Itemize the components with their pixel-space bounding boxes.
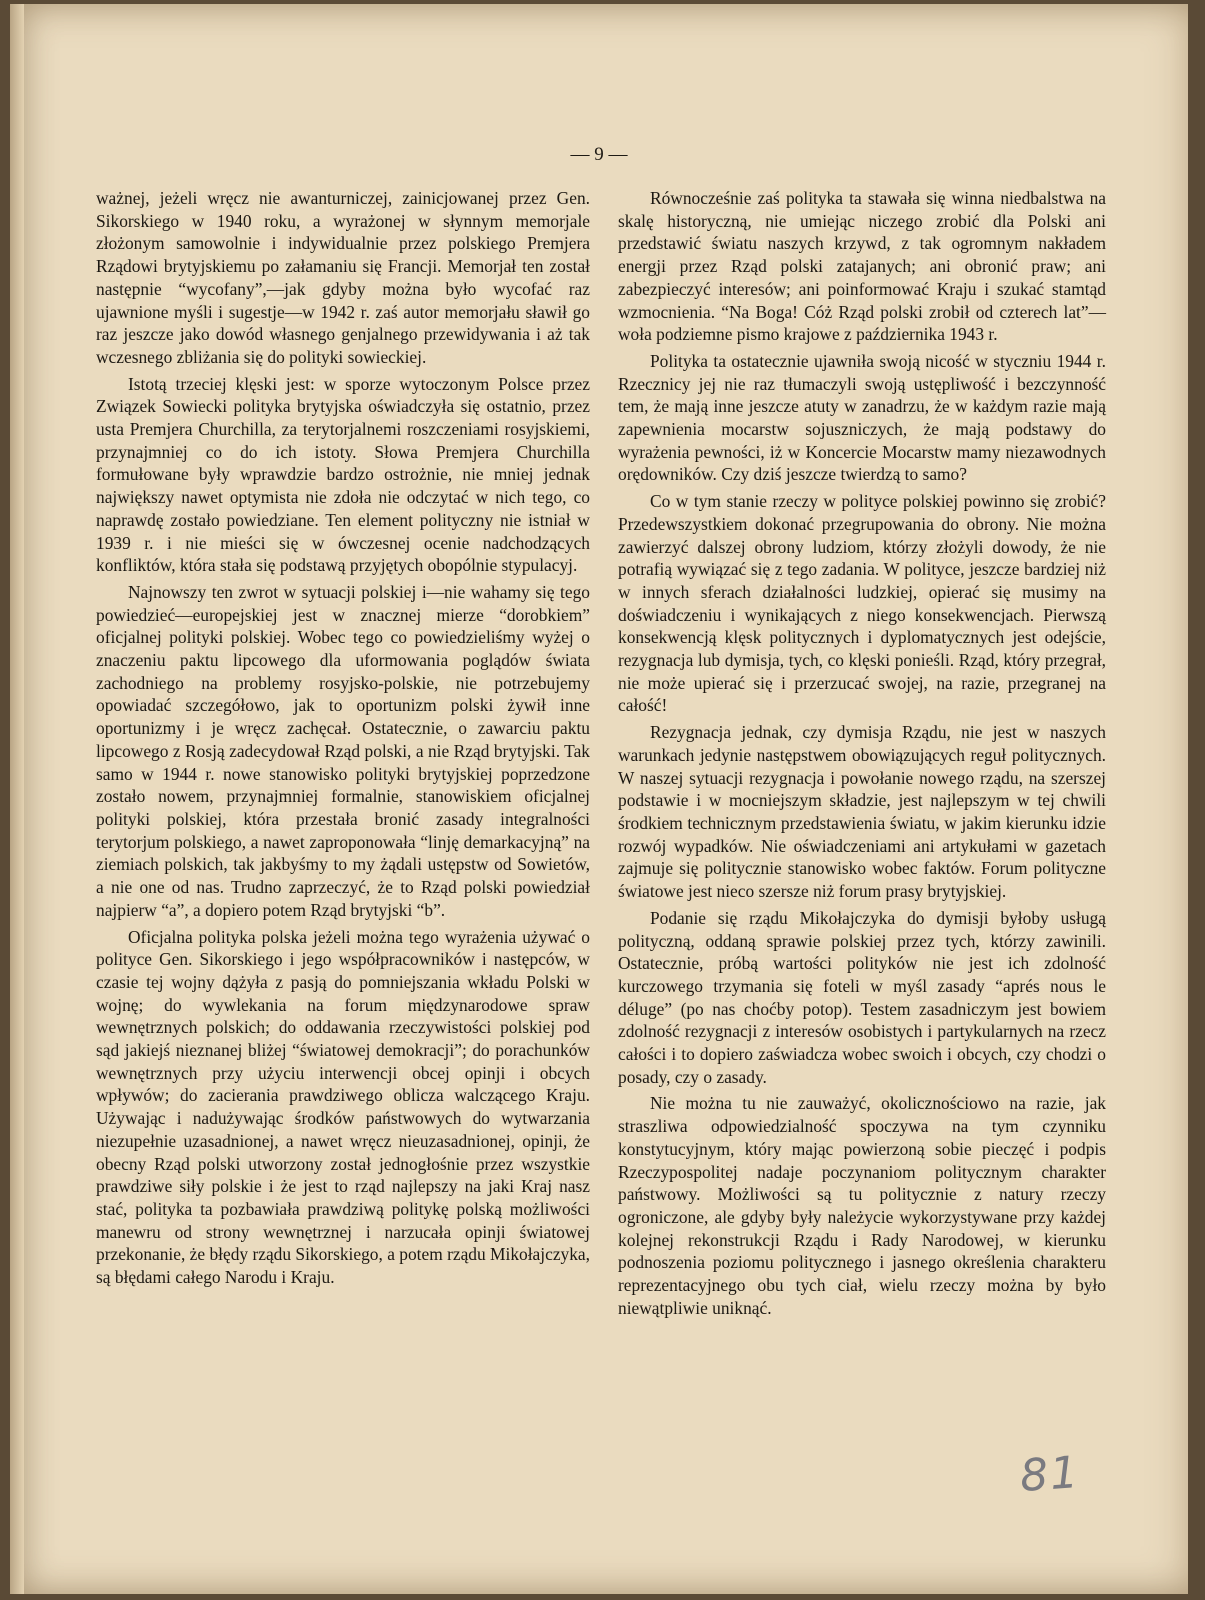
paragraph: Rezygnacja jednak, czy dymisja Rządu, nie jest w naszych warunkach jedynie następstwem obowiązujących reguł politycznych. W naszej sytuacji rezygnacja i powołanie nowego rządu, na szerszej podstawie i w mocniejszym składzie, jest najlepszym w tej chwili środkiem technicznym przedstawienia światu, w jakim kierunku idzie rozwój wypadków. Nie oświadczeniami ani artykułami w gazetach zajmuje się politycznie stanowisko wobec faktów. Forum polityczne światowe jest nieco szersze niż forum prasy brytyjskiej. — [618, 722, 1106, 902]
paragraph: Równocześnie zaś polityka ta stawała się winna niedbalstwa na skalę historyczną, nie umiejąc niczego zrobić dla Polski ani przedstawić światu naszych krzywd, z tak ogromnym nakładem energji przez Rząd polski zatajanych; ani obronić praw; ani zabezpieczyć interesów; ani poinformować Kraju i szukać stamtąd wzmocnienia. “Na Boga! Cóż Rząd polski zrobił od czterech lat”—woła podziemne pismo krajowe z października 1943 r. — [618, 188, 1106, 345]
paragraph: Najnowszy ten zwrot w sytuacji polskiej i—nie wahamy się tego powiedzieć—europejskiej jest w znacznej mierze “dorobkiem” oficjalnej polityki polskiej. Wobec tego co powiedzieliśmy wyżej o znaczeniu paktu lipcowego dla uformowania poglądów świata zachodniego na problemy rosyjsko-polskie, nie potrzebujemy opowiadać szczegółowo, jak to oportunizm polski żywił inne oportunizmy i je wręcz zachęcał. Ostatecznie, o zawarciu paktu lipcowego z Rosją zadecydował Rząd polski, a nie Rząd brytyjski. Tak samo w 1944 r. nowe stanowisko polityki brytyjskiej poprzedzone zostało nowem, przynajmniej formalnie, stanowiskiem oficjalnej polityki polskiej, która przestała bronić zasady integralności terytorjum polskiego, a nawet zaproponowała “linję demarkacyjną” na ziemiach polskich, tak jakbyśmy to my żądali ustępstw od Sowietów, a nie one od nas. Trudno zaprzeczyć, że to Rząd polski powiedział najpierw “a”, a dopiero potem Rząd brytyjski “b”. — [96, 581, 590, 920]
paragraph: Oficjalna polityka polska jeżeli można tego wyrażenia używać o polityce Gen. Sikorskiego i jego współpracowników i następców, w czasie tej wojny dążyła z pasją do pomniejszania wkładu Polski w wojnę; do wywlekania na forum międzynarodowe spraw wewnętrznych polskich; do oddawania rzeczywistości polskiej pod sąd jakiejś nieznanej bliżej “światowej demokracji”; do porachunków wewnętrznych przy użyciu interwencji obcej opinji i obcych wpływów; do zacierania prawdziwego oblicza walczącego Kraju. Używając i nadużywając środków państwowych do wytwarzania niezupełnie uzasadnionej, a nawet wręcz nieuzasadnionej, opinji, że obecny Rząd polski utworzony został jednogłośnie przez wszystkie prawdziwe siły polskie i że jest to rząd najlepszy na jaki Kraj nasz stać, polityka ta pozbawiała prawdziwą politykę polską możliwości manewru od strony wewnętrznej i narzucała opinji światowej przekonanie, że błędy rządu Sikorskiego, a potem rządu Mikołajczyka, są błędami całego Narodu i Kraju. — [96, 926, 591, 1288]
paragraph: Podanie się rządu Mikołajczyka do dymisji byłoby usługą polityczną, oddaną sprawie polskiej przez tych, którzy zawinili. Ostatecznie, próbą wartości polityków nie jest ich zdolność kurczowego trzymania się foteli w myśl zasady “aprés nous le déluge” (po nas choćby potop). Testem zasadniczym jest bowiem zdolność rezygnacji z interesów osobistych i partykularnych na rzecz całości i to dopiero zaświadcza wobec swoich i obcych, czy chodzi o posady, czy o zasady. — [618, 907, 1106, 1087]
handwritten-page-note: 81 — [1018, 1446, 1082, 1503]
paragraph: Polityka ta ostatecznie ujawniła swoją nicość w styczniu 1944 r. Rzecznicy jej nie raz tłumaczyli swoją ustępliwość i bezczynność tem, że mają inne jeszcze atuty w zanadrzu, że w każdym razie mają zapewnienia mocarstw sojuszniczych, że mają podstawy do wyrażenia pewności, iż w Koncercie Mocarstw mamy niezawodnych orędowników. Czy dziś jeszcze twierdzą to samo? — [618, 350, 1106, 485]
left-column — [96, 187, 590, 1293]
paragraph: Nie można tu nie zauważyć, okolicznościowo na razie, jak straszliwa odpowiedzialność spoczywa na tym czynniku konstytucyjnym, który mając powierzoną sobie pieczęć i podpis Rzeczypospolitej nadaje poczynaniom politycznym charakter państwowy. Możliwości są tu politycznie z natury rzeczy ogroniczone, ale gdyby były należycie wykorzystywane przy każdej kolejnej rekonstrukcji Rządu i Rady Narodowej, w kierunku podnoszenia poziomu politycznego i jasnego określenia charakteru reprezentacyjnego obu tych ciał, wielu rzeczy można by było niewątpliwie uniknąć. — [618, 1093, 1106, 1318]
page-number: — 9 — — [570, 144, 628, 165]
document-page — [10, 4, 1188, 1594]
paragraph: Istotą trzeciej klęski jest: w sporze wytoczonym Polsce przez Związek Sowiecki polityka brytyjska oświadczyła się ostatnio, przez usta Premjera Churchilla, za terytorjalnemi roszczeniami rosyjskiemi, przynajmniej co do ich istoty. Słowa Premjera Churchilla formułowane były wprawdzie bardzo ostrożnie, nie mniej jednak największy nawet optymista nie zdoła nie odczytać w nich tego, co naprawdę zostało powiedziane. Ten element polityczny nie istniał w 1939 r. i nie mieści się w ówczesnej ocenie nadchodzących konfliktów, która stała się podstawą przyjętych obopólnie stypulacyj. — [96, 373, 590, 576]
page-spine-shadow — [10, 4, 24, 1594]
right-column — [618, 187, 1106, 1323]
paragraph: Co w tym stanie rzeczy w polityce polskiej powinno się zrobić? Przedewszystkiem dokonać przegrupowania do obrony. Nie można zawierzyć dalszej obrony ludziom, którzy złożyli dowody, że nie potrafią wywiązać się z tego zadania. W polityce, jeszcze bardziej niż w innych sferach działalności ludzkiej, opierać się musimy na doświadczeniu i wynikających z niego konsekwencjach. Pierwszą konsekwencją klęsk politycznych i dyplomatycznych jest odejście, rezygnacja lub dymisja, tych, co klęski ponieśli. Rząd, który przegrał, nie może upierać się i przerzucać swojej, na razie, przegranej na całość! — [618, 491, 1106, 716]
paragraph: ważnej, jeżeli wręcz nie awanturniczej, zainicjowanej przez Gen. Sikorskiego w 1940 roku, a wyrażonej w słynnym memorjale złożonym samowolnie i indywidualnie przez polskiego Premjera Rządowi brytyjskiemu po załamaniu się Francji. Memorjał ten został następnie “wycofany”,—jak gdyby można było wycofać raz ujawnione myśli i sugestje—w 1942 r. zaś autor memorjału sławił go raz jeszcze jako dowód własnego genjalnego przewidywania i aż tak wczesnego zbliżania się do polityki sowieckiej. — [96, 188, 590, 367]
